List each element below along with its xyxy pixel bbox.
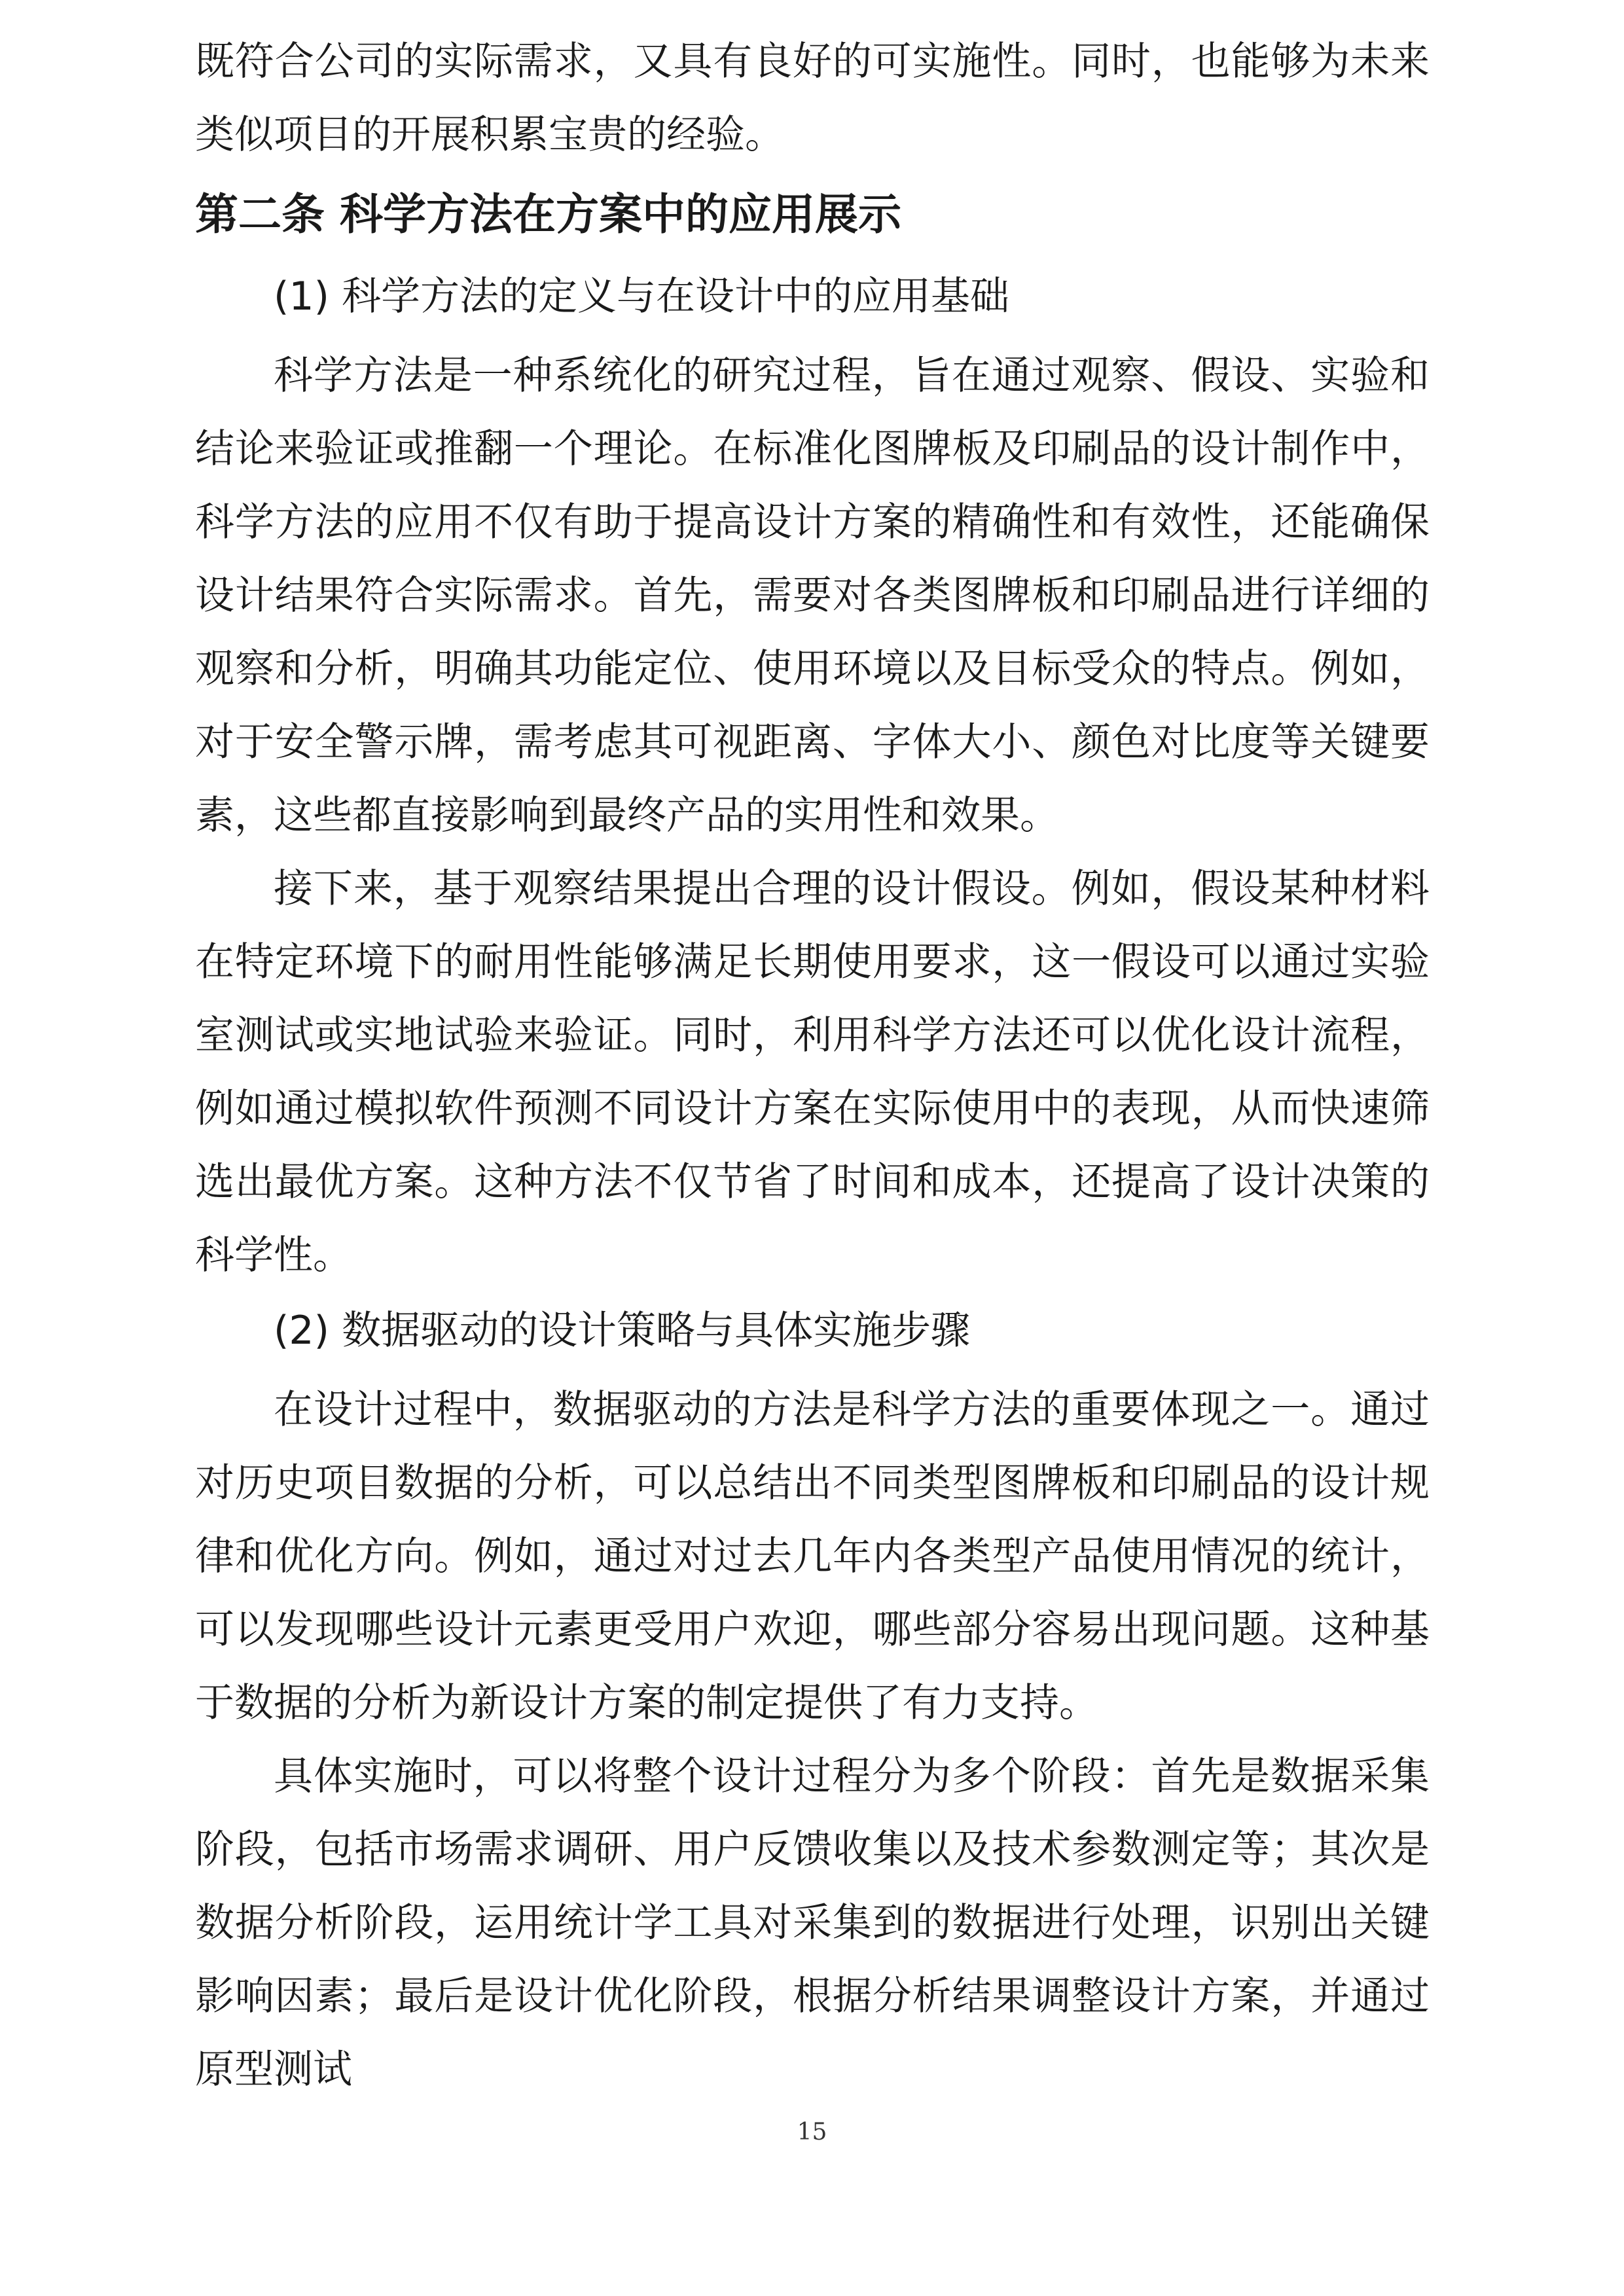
paragraph: 具体实施时，可以将整个设计过程分为多个阶段：首先是数据采集阶段，包括市场需求调研、用户反馈收集以及技术参数测定等；其次是数据分析阶段，运用统计学工具对采集到的数据进行处理，识别出关键影响因素；最后是设计优化阶段，根据分析结果调整设计方案，并通过原型测试 (195, 1753, 1430, 2092)
page-number: 15 (797, 2119, 827, 2145)
paragraph: 接下来，基于观察结果提出合理的设计假设。例如，假设某种材料在特定环境下的耐用性能够满足长期使用要求，这一假设可以通过实验室测试或实地试验来验证。同时，利用科学方法还可以优化设计流程，例如通过模拟软件预测不同设计方案在实际使用中的表现，从而快速筛选出最优方案。这种方法不仅节省了时间和成本，还提高了设计决策的科学性。 (195, 866, 1430, 1278)
page-body (195, 25, 1430, 2106)
subsection-title-2: (2) 数据驱动的设计策略与具体实施步骤 (274, 1308, 971, 1354)
subsection-title-1: (1) 科学方法的定义与在设计中的应用基础 (274, 274, 1010, 319)
paragraph: 科学方法是一种系统化的研究过程，旨在通过观察、假设、实验和结论来验证或推翻一个理论。在标准化图牌板及印刷品的设计制作中，科学方法的应用不仅有助于提高设计方案的精确性和有效性，还能确保设计结果符合实际需求。首先，需要对各类图牌板和印刷品进行详细的观察和分析，明确其功能定位、使用环境以及目标受众的特点。例如，对于安全警示牌，需考虑其可视距离、字体大小、颜色对比度等关键要素，这些都直接影响到最终产品的实用性和效果。 (195, 353, 1430, 838)
paragraph-continued: 既符合公司的实际需求，又具有良好的可实施性。同时，也能够为未来类似项目的开展积累宝贵的经验。 (195, 39, 1430, 158)
paragraph: 在设计过程中，数据驱动的方法是科学方法的重要体现之一。通过对历史项目数据的分析，可以总结出不同类型图牌板和印刷品的设计规律和优化方向。例如，通过对过去几年内各类型产品使用情况的统计，可以发现哪些设计元素更受用户欢迎，哪些部分容易出现问题。这种基于数据的分析为新设计方案的制定提供了有力支持。 (195, 1387, 1430, 1726)
section-heading: 第二条 科学方法在方案中的应用展示 (195, 189, 901, 240)
